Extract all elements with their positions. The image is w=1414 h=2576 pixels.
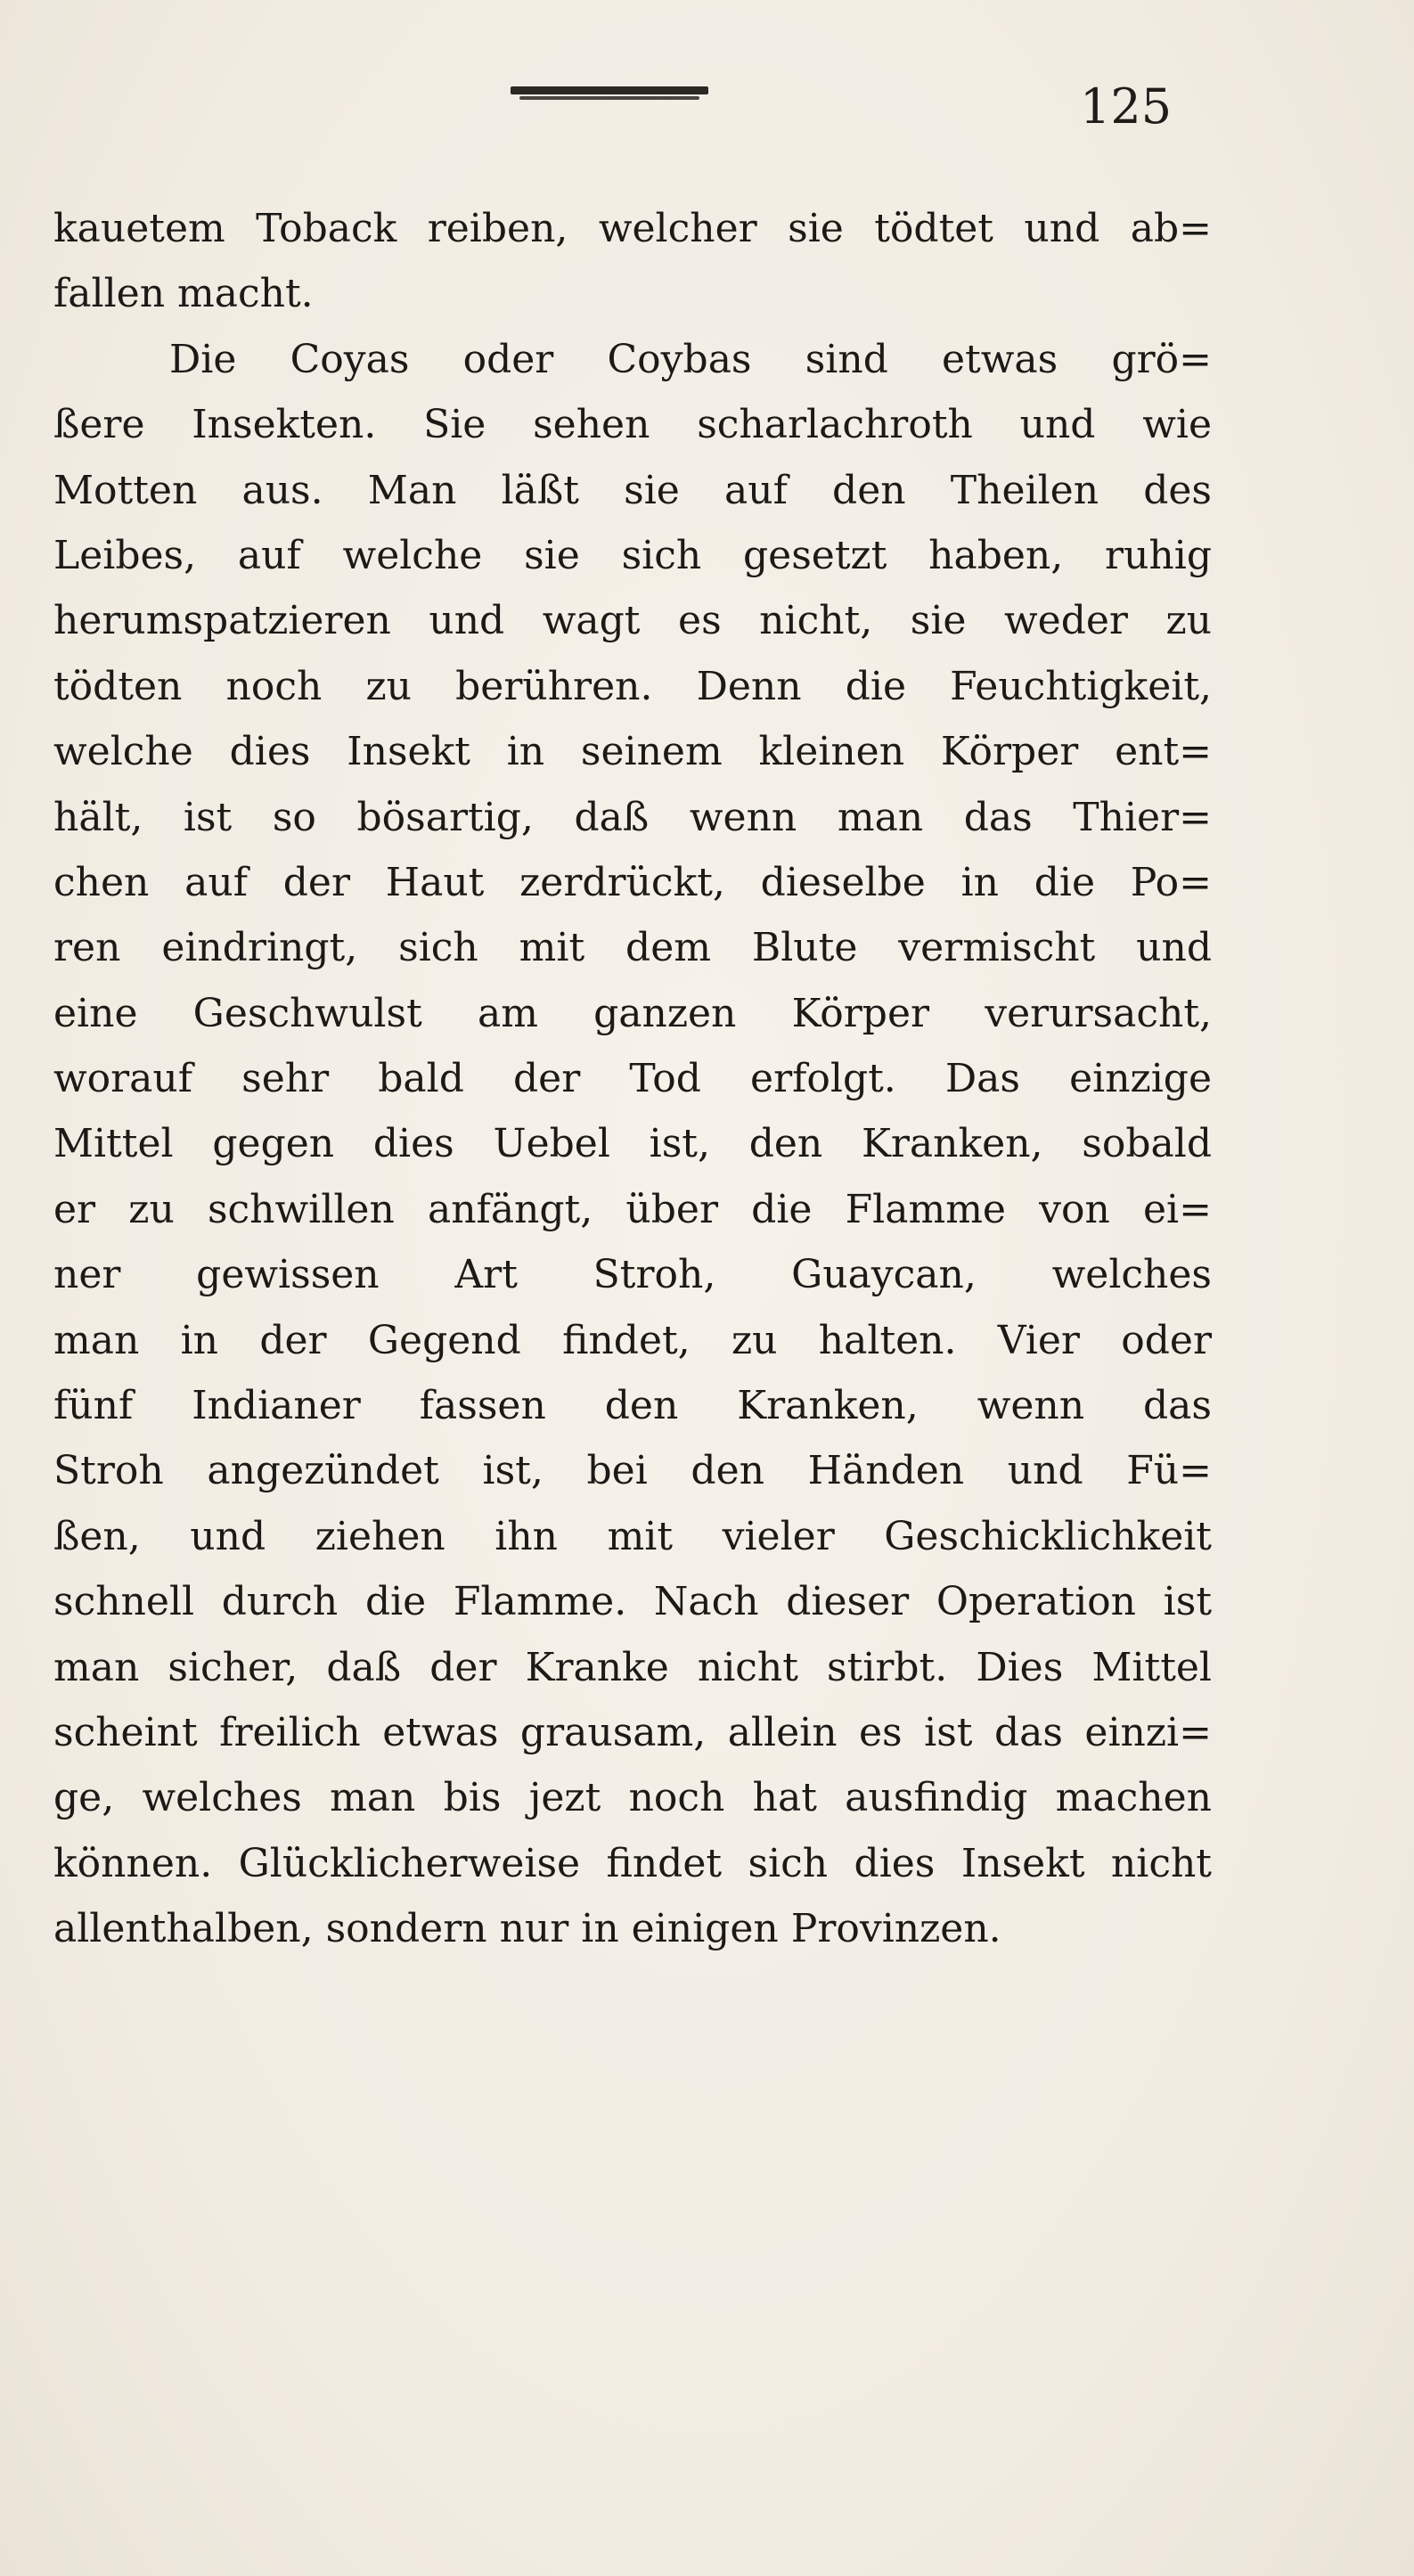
text-line: schnell durch die Flamme. Nach dieser Operation ist bbox=[53, 1579, 1212, 1625]
text-line: hält, ist so bösartig, daß wenn man das Thier= bbox=[53, 794, 1212, 840]
text-line: können. Glücklicherweise findet sich dies Insekt nicht bbox=[53, 1840, 1212, 1886]
text-line: fünf Indianer fassen den Kranken, wenn das bbox=[53, 1383, 1212, 1429]
text-line: man in der Gegend findet, zu halten. Vier oder bbox=[53, 1317, 1212, 1363]
header-rule-top bbox=[511, 86, 708, 94]
text-line: chen auf der Haut zerdrückt, dieselbe in die Po= bbox=[53, 859, 1212, 905]
text-line: ren eindringt, sich mit dem Blute vermischt und bbox=[53, 925, 1212, 971]
body-text bbox=[53, 196, 1212, 1962]
header-rule-ornament bbox=[511, 83, 708, 102]
text-line: herumspatzieren und wagt es nicht, sie weder zu bbox=[53, 598, 1212, 644]
text-line: tödten noch zu berühren. Denn die Feuchtigkeit, bbox=[53, 663, 1212, 709]
header-rule-bottom bbox=[519, 96, 699, 100]
text-line: Mittel gegen dies Uebel ist, den Kranken, sobald bbox=[53, 1121, 1212, 1167]
text-line: Motten aus. Man läßt sie auf den Theilen des bbox=[53, 467, 1212, 513]
text-line: er zu schwillen anfängt, über die Flamme von ei= bbox=[53, 1186, 1212, 1232]
text-line: welche dies Insekt in seinem kleinen Körper ent= bbox=[53, 729, 1212, 775]
text-line: allenthalben, sondern nur in einigen Provinzen. bbox=[53, 1906, 1001, 1952]
text-line: kauetem Toback reiben, welcher sie tödtet und ab= bbox=[53, 206, 1212, 251]
text-line: ßen, und ziehen ihn mit vieler Geschicklichkeit bbox=[53, 1513, 1212, 1559]
text-line: fallen macht. bbox=[53, 271, 314, 317]
text-line: Stroh angezündet ist, bei den Händen und Fü= bbox=[53, 1448, 1212, 1494]
text-line: ner gewissen Art Stroh, Guaycan, welches bbox=[53, 1252, 1212, 1298]
page-number: 125 bbox=[1080, 78, 1173, 135]
text-line: Die Coyas oder Coybas sind etwas grö= bbox=[169, 336, 1212, 382]
text-line: scheint freilich etwas grausam, allein es ist das einzi= bbox=[53, 1709, 1212, 1755]
text-line: Leibes, auf welche sie sich gesetzt haben, ruhig bbox=[53, 532, 1212, 578]
text-line: ge, welches man bis jezt noch hat ausfindig machen bbox=[53, 1775, 1212, 1821]
text-line: man sicher, daß der Kranke nicht stirbt. Dies Mittel bbox=[53, 1644, 1212, 1690]
text-line: ßere Insekten. Sie sehen scharlachroth und wie bbox=[53, 402, 1212, 448]
text-line: eine Geschwulst am ganzen Körper verursacht, bbox=[53, 990, 1212, 1036]
text-line: worauf sehr bald der Tod erfolgt. Das einzige bbox=[53, 1056, 1212, 1102]
